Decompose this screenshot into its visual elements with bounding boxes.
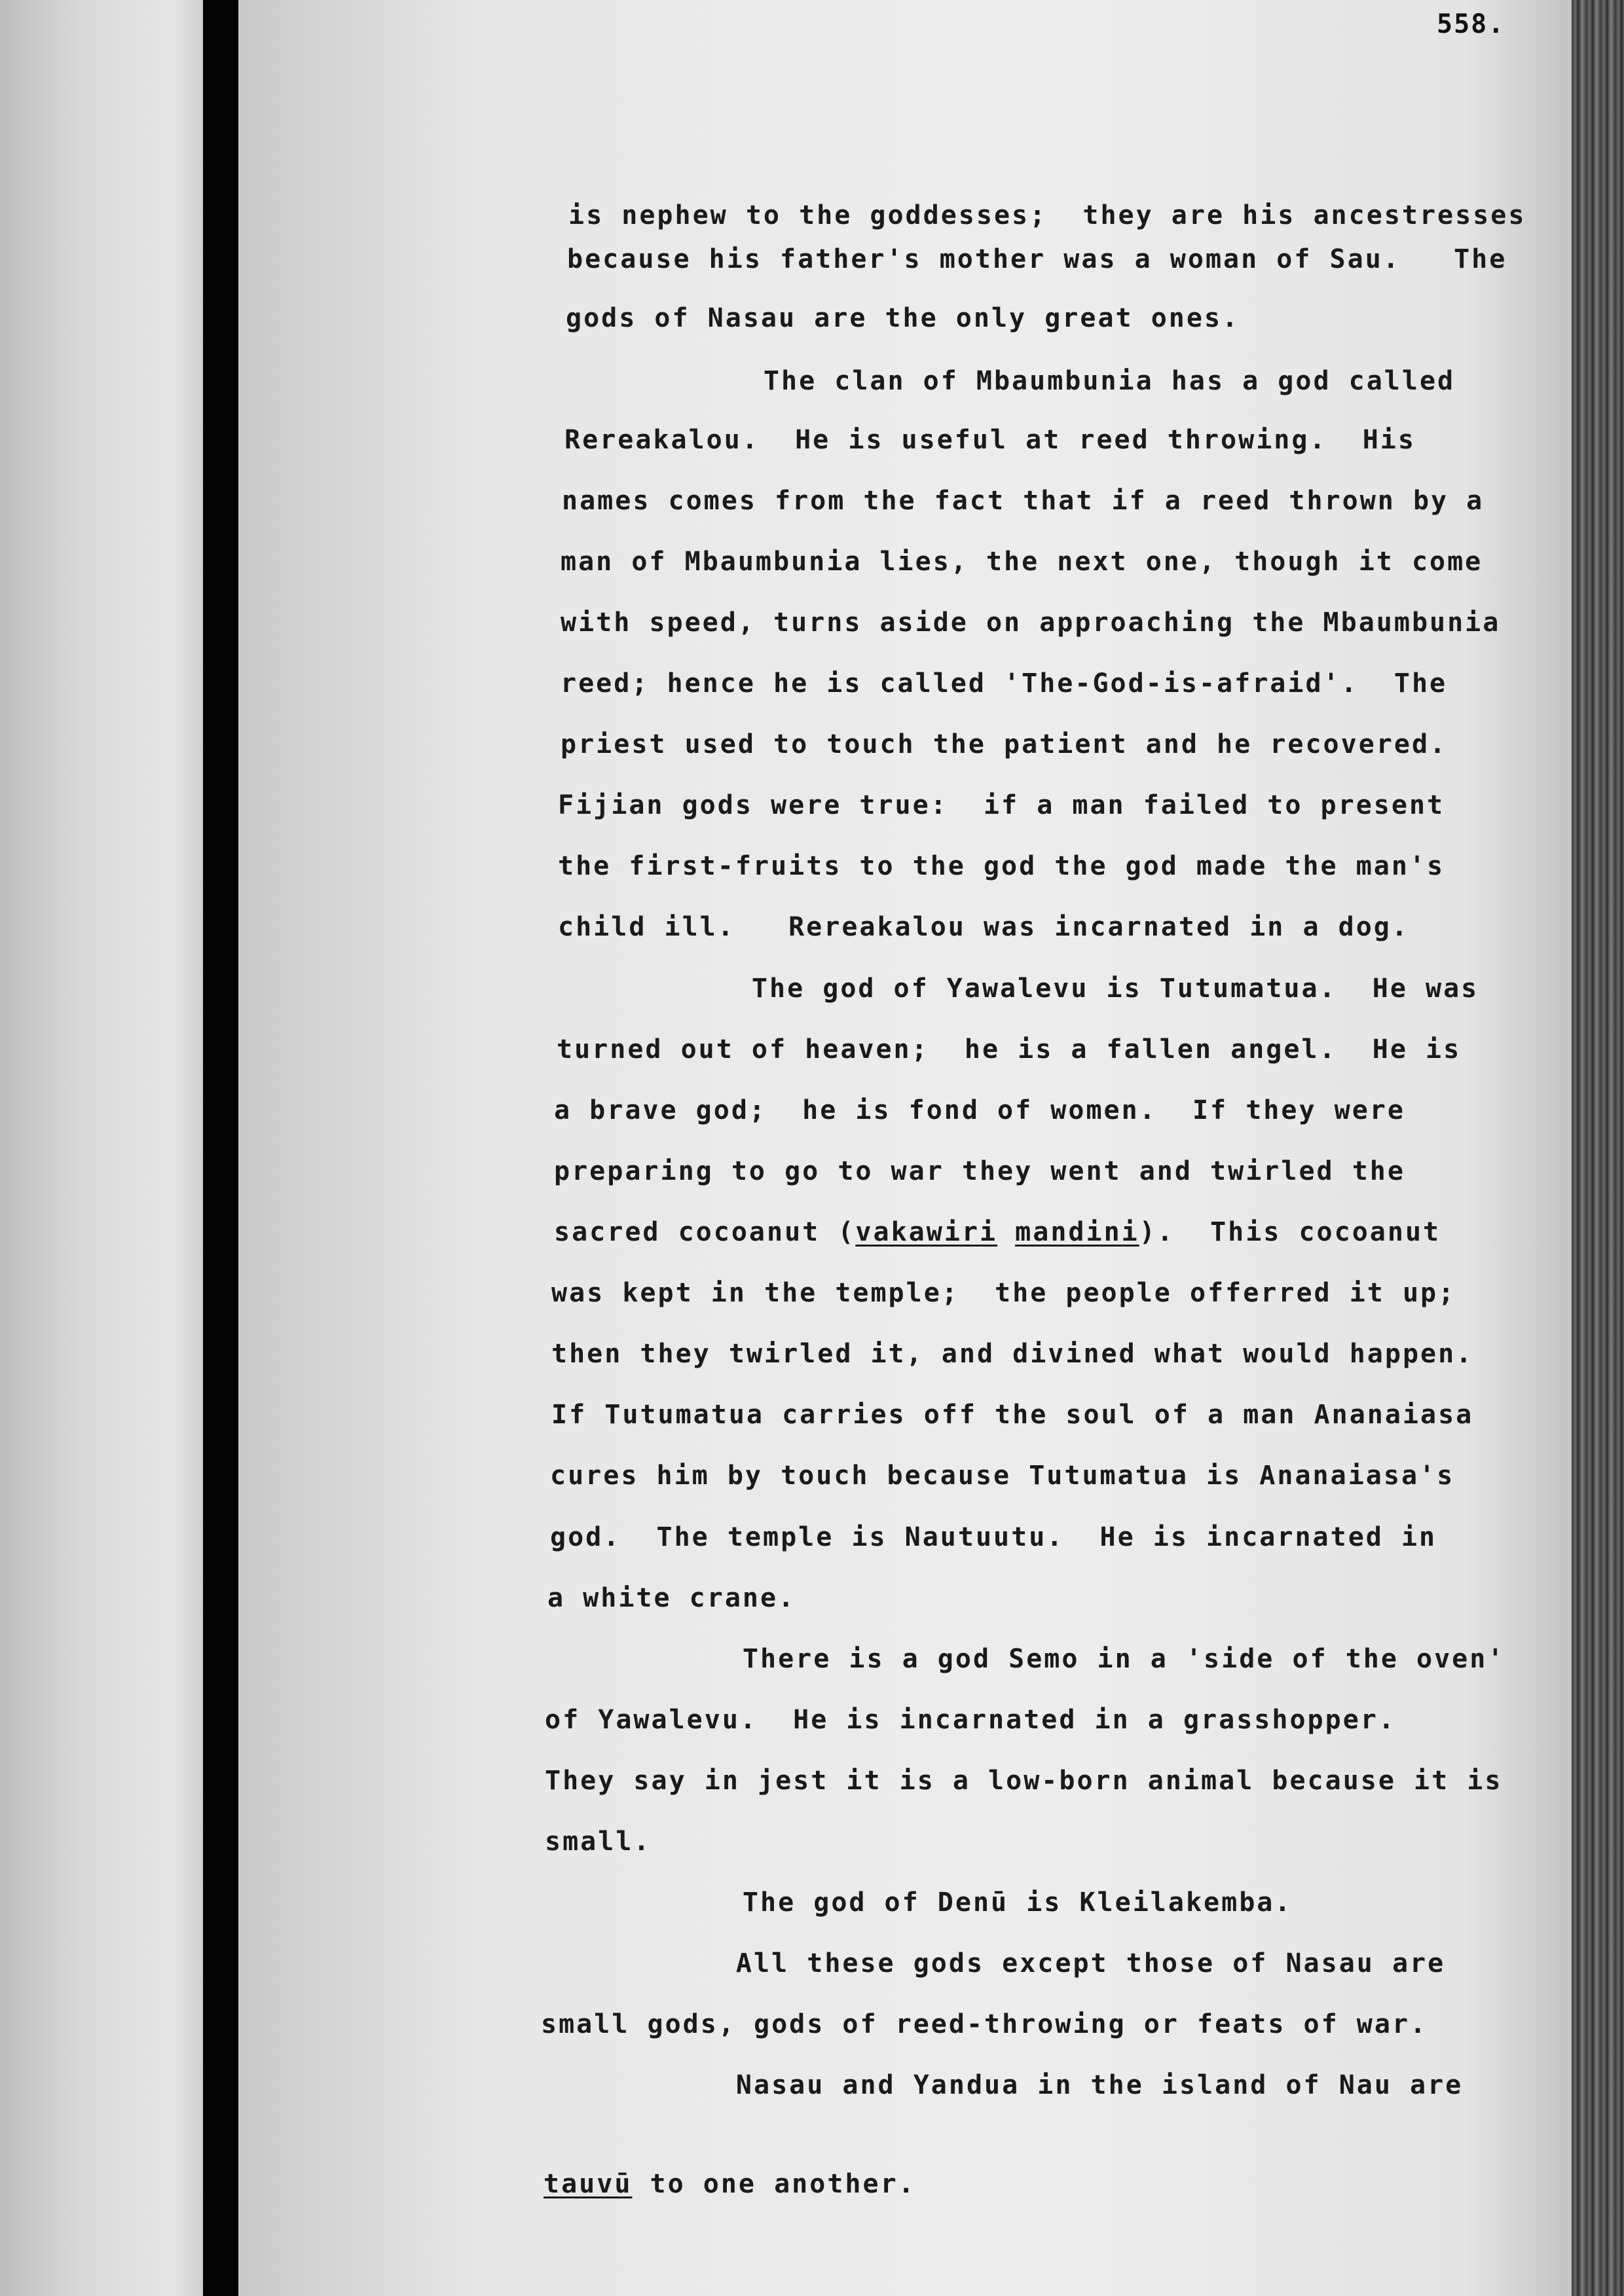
text-segment: turned out of heaven; he is a fallen angel. He is xyxy=(557,1034,1462,1065)
text-line xyxy=(554,1216,1441,1248)
text-segment: to one another. xyxy=(632,2169,916,2199)
text-line xyxy=(568,200,1526,231)
text-line xyxy=(567,244,1507,275)
text-segment: ). This cocoanut xyxy=(1139,1217,1441,1247)
text-segment: The clan of Mbaumbunia has a god called xyxy=(568,366,1456,396)
text-segment: a white crane. xyxy=(547,1583,796,1613)
text-line xyxy=(564,424,1416,456)
text-line xyxy=(561,607,1500,638)
text-line xyxy=(547,1643,1505,1675)
text-segment: small. xyxy=(545,1827,652,1857)
text-line xyxy=(554,1095,1405,1126)
text-segment: There is a god Semo in a 'side of the oven' xyxy=(547,1644,1505,1674)
text-line xyxy=(544,2168,916,2200)
text-line xyxy=(545,1704,1396,1736)
text-segment: because his father's mother was a woman of Sau. The xyxy=(567,244,1507,274)
text-line xyxy=(547,1887,1292,1918)
underlined-term: tauvū xyxy=(544,2169,633,2199)
text-line xyxy=(551,1338,1473,1370)
text-segment: small gods, gods of reed-throwing or feats of war. xyxy=(541,2009,1428,2039)
text-segment: of Yawalevu. He is incarnated in a grasshopper. xyxy=(545,1705,1396,1735)
text-segment: the first-fruits to the god the god made the man's xyxy=(558,851,1445,881)
text-line xyxy=(566,302,1240,334)
text-segment: god. The temple is Nautuutu. He is incarnated in xyxy=(550,1522,1437,1552)
text-segment: If Tutumatua carries off the soul of a man Ananaiasa xyxy=(551,1400,1474,1430)
text-line xyxy=(547,1582,796,1614)
page-number: 558. xyxy=(1437,9,1505,39)
text-line xyxy=(545,1765,1502,1796)
text-segment: cures him by touch because Tutumatua is Ananaiasa's xyxy=(550,1461,1455,1491)
text-line xyxy=(561,729,1447,760)
text-segment: was kept in the temple; the people offerred it up; xyxy=(551,1278,1456,1308)
text-segment: They say in jest it is a low-born animal because it is xyxy=(545,1766,1503,1796)
text-line xyxy=(551,1277,1456,1309)
text-segment: All these gods except those of Nasau are xyxy=(541,1948,1446,1978)
text-line xyxy=(550,1522,1437,1553)
text-segment: The god of Yawalevu is Tutumatua. He was xyxy=(557,974,1479,1004)
text-line xyxy=(558,850,1445,882)
text-line xyxy=(554,1156,1405,1187)
text-segment: with speed, turns aside on approaching the Mbaumbunia xyxy=(561,608,1501,638)
text-segment: a brave god; he is fond of women. If they were xyxy=(554,1095,1405,1125)
text-segment: Fijian gods were true: if a man failed to present xyxy=(558,790,1445,820)
text-line xyxy=(558,911,1409,943)
binding-gutter xyxy=(203,0,238,2296)
text-line xyxy=(541,1948,1445,1979)
facing-page-edge xyxy=(0,0,203,2296)
text-segment: priest used to touch the patient and he recovered. xyxy=(561,729,1448,759)
text-segment: preparing to go to war they went and twirled the xyxy=(554,1156,1405,1186)
text-segment: Rereakalou. He is useful at reed throwing. His xyxy=(564,425,1416,455)
text-segment: Nasau and Yandua in the island of Nau are xyxy=(541,2070,1464,2100)
text-segment: The god of Denū is Kleilakemba. xyxy=(547,1887,1293,1918)
text-segment: then they twirled it, and divined what would happen. xyxy=(551,1339,1474,1369)
text-segment: man of Mbaumbunia lies, the next one, though it come xyxy=(561,547,1483,577)
text-line xyxy=(541,2069,1463,2101)
text-line xyxy=(545,1826,652,1857)
text-segment: names comes from the fact that if a reed thrown by a xyxy=(562,486,1485,516)
text-line xyxy=(558,790,1445,821)
text-line xyxy=(551,1399,1473,1430)
text-segment: child ill. Rereakalou was incarnated in a dog. xyxy=(558,912,1409,942)
text-line xyxy=(557,973,1479,1004)
text-line xyxy=(557,1034,1461,1065)
text-segment xyxy=(997,1217,1015,1247)
underlined-term: mandini xyxy=(1015,1217,1139,1247)
underlined-term: vakawiri xyxy=(855,1217,998,1247)
text-line xyxy=(562,485,1484,517)
text-segment: reed; hence he is called 'The-God-is-afraid'. The xyxy=(561,668,1448,699)
text-line xyxy=(568,365,1455,397)
page-stack-edge xyxy=(1572,0,1624,2296)
text-segment: sacred cocoanut ( xyxy=(554,1217,856,1247)
text-line xyxy=(561,668,1447,699)
text-line xyxy=(541,2009,1428,2040)
text-segment: gods of Nasau are the only great ones. xyxy=(566,303,1240,333)
text-line xyxy=(550,1460,1454,1491)
text-segment: is nephew to the goddesses; they are his ancestresses xyxy=(568,200,1526,230)
text-line xyxy=(561,546,1483,577)
